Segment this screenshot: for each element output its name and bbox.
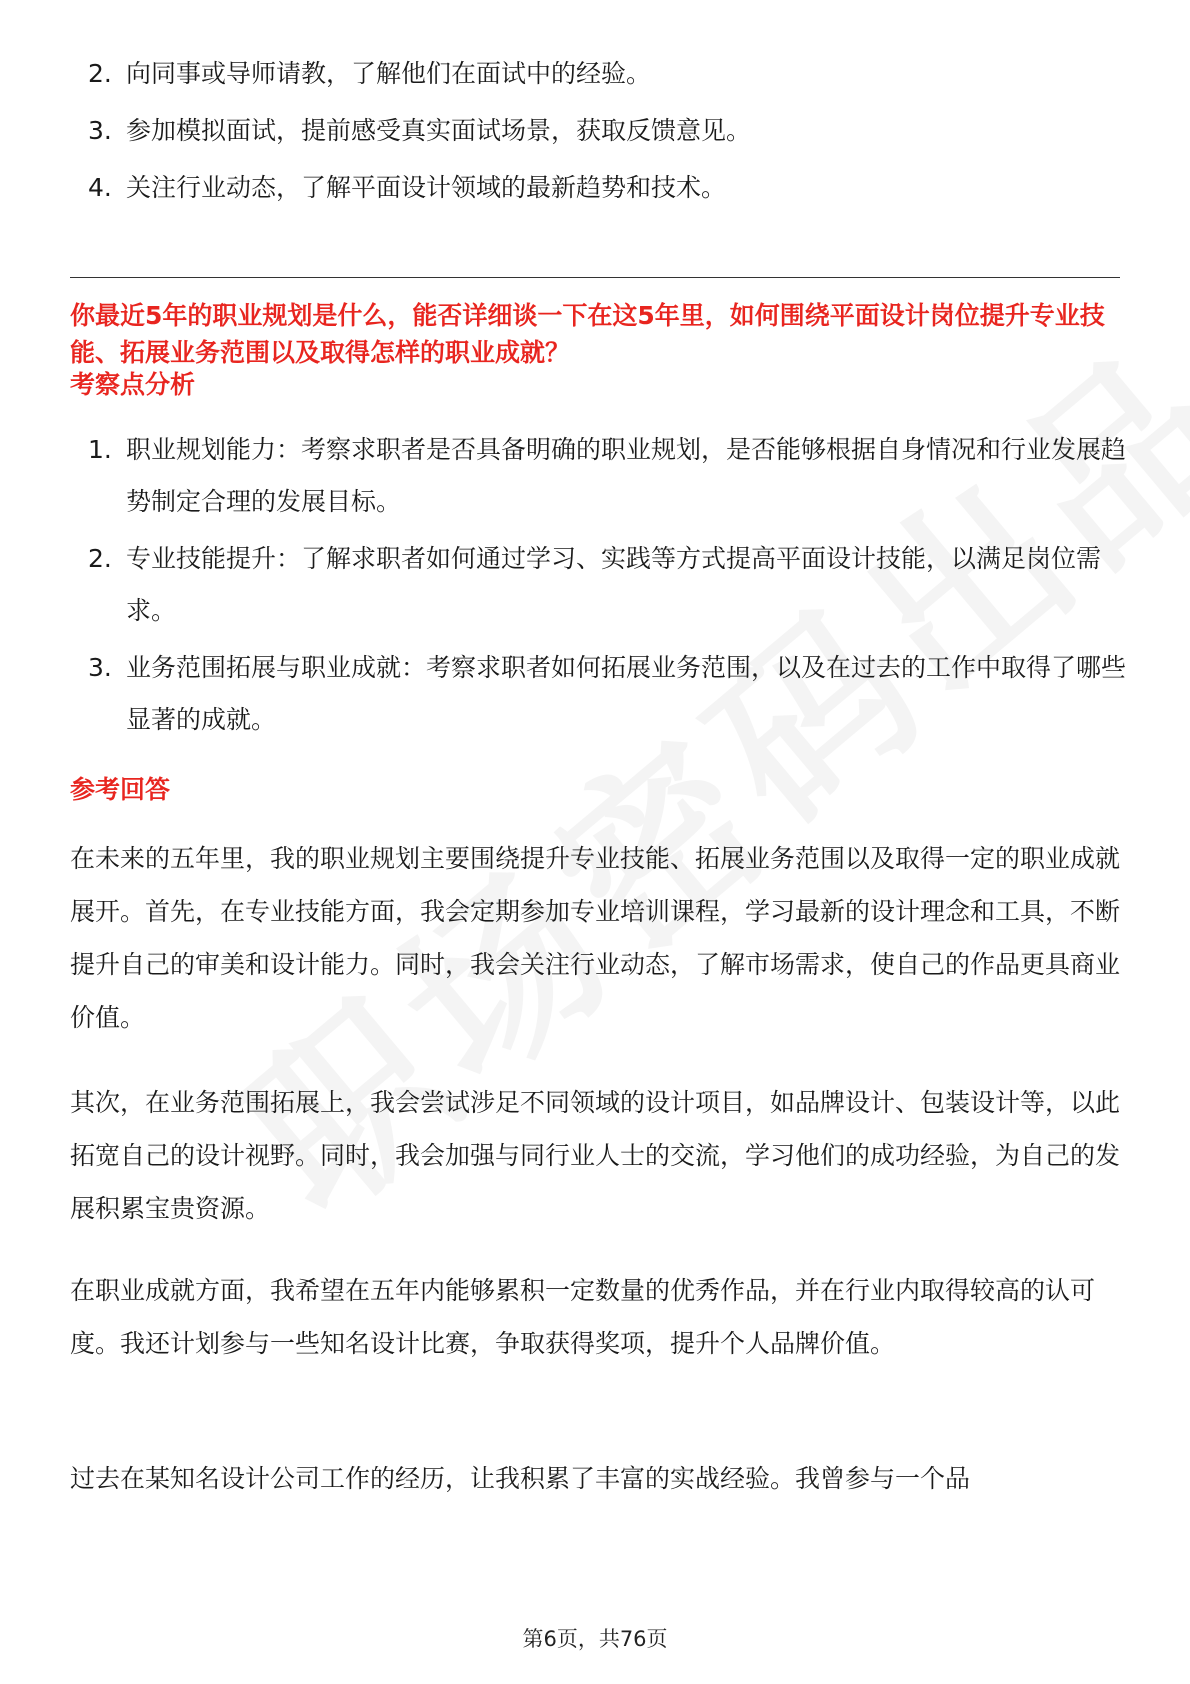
list-number: 2. — [88, 59, 112, 88]
list-text: 关注行业动态，了解平面设计领域的最新趋势和技术。 — [126, 173, 727, 202]
list-number: 4. — [88, 173, 112, 202]
list-item — [88, 105, 1128, 157]
answer-paragraph: 在未来的五年里，我的职业规划主要围绕提升专业技能、拓展业务范围以及取得一定的职业成就展开。首先，在专业技能方面，我会定期参加专业培训课程，学习最新的设计理念和工具，不断提升自己的审美和设计能力。同时，我会关注行业动态，了解市场需求，使自己的作品更具商业价值。 — [70, 844, 1121, 1032]
list-item — [88, 162, 1128, 214]
list-item — [88, 48, 1128, 100]
list-text: 职业规划能力：考察求职者是否具备明确的职业规划，是否能够根据自身情况和行业发展趋势制定合理的发展目标。 — [126, 435, 1127, 516]
list-text: 业务范围拓展与职业成就：考察求职者如何拓展业务范围，以及在过去的工作中取得了哪些显著的成就。 — [126, 653, 1127, 734]
answer-paragraph: 过去在某知名设计公司工作的经历，让我积累了丰富的实战经验。我曾参与一个品 — [70, 1464, 971, 1493]
answer-paragraph: 在职业成就方面，我希望在五年内能够累积一定数量的优秀作品，并在行业内取得较高的认可度。我还计划参与一些知名设计比赛，争取获得奖项，提升个人品牌价值。 — [70, 1276, 1096, 1358]
analysis-heading: 考察点分析 — [70, 370, 196, 399]
list-item — [88, 424, 1128, 528]
top-list — [88, 48, 1128, 214]
section-divider — [70, 277, 1120, 278]
analysis-list — [88, 424, 1128, 746]
page-footer: 第6页，共76页 — [522, 1627, 668, 1651]
list-item — [88, 533, 1128, 637]
list-number: 3. — [88, 653, 112, 682]
list-number: 1. — [88, 435, 112, 464]
list-text: 向同事或导师请教，了解他们在面试中的经验。 — [126, 59, 652, 88]
list-text: 专业技能提升：了解求职者如何通过学习、实践等方式提高平面设计技能，以满足岗位需求。 — [126, 544, 1102, 625]
answer-heading: 参考回答 — [70, 775, 171, 804]
interview-question: 你最近5年的职业规划是什么，能否详细谈一下在这5年里，如何围绕平面设计岗位提升专业技能、拓展业务范围以及取得怎样的职业成就？ — [70, 301, 1105, 367]
answer-paragraph: 其次，在业务范围拓展上，我会尝试涉足不同领域的设计项目，如品牌设计、包装设计等，以此拓宽自己的设计视野。同时，我会加强与同行业人士的交流，学习他们的成功经验，为自己的发展积累宝贵资源。 — [70, 1088, 1121, 1223]
list-number: 2. — [88, 544, 112, 573]
list-item — [88, 642, 1128, 746]
list-text: 参加模拟面试，提前感受真实面试场景，获取反馈意见。 — [126, 116, 752, 145]
list-number: 3. — [88, 116, 112, 145]
